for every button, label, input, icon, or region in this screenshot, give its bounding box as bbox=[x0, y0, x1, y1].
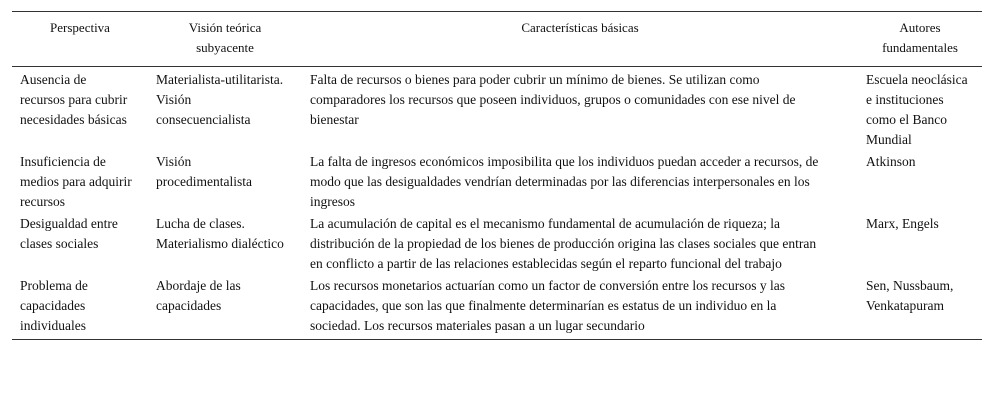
cell-caracteristicas: La falta de ingresos económicos imposibilita que los individuos puedan acceder a recursos, de modo que las desigualdades vendrían determinadas por las diferencias interpersonales en los ingresos bbox=[310, 154, 819, 209]
cell-caracteristicas: La acumulación de capital es el mecanismo fundamental de acumulación de riqueza; la distribución de la propiedad de los bienes de producción origina las clases sociales que entran en conflicto a partir de las relaciones establecidas según el reparto funcional del trabajo bbox=[310, 216, 817, 271]
cell-vision: Visión procedimentalista bbox=[156, 154, 252, 189]
cell-caracteristicas: Los recursos monetarios actuarían como un factor de conversión entre los recursos y las capacidades, que son las que finalmente determinarían es estatus de un individuo en la sociedad. Los recursos materiales pasan a un lugar secundario bbox=[310, 278, 785, 333]
cell-vision: Lucha de clases. Materialismo dialéctico bbox=[156, 216, 284, 251]
header-autores: Autores fundamentales bbox=[882, 20, 958, 55]
table-row bbox=[12, 152, 982, 214]
header-vision: Visión teórica subyacente bbox=[188, 20, 262, 55]
cell-autores: Escuela neoclásica e instituciones como el Banco Mundial bbox=[866, 72, 968, 147]
header-perspectiva: Perspectiva bbox=[50, 20, 110, 35]
cell-vision: Abordaje de las capacidades bbox=[156, 278, 241, 313]
cell-perspectiva: Insuficiencia de medios para adquirir recursos bbox=[20, 154, 132, 209]
header-caracteristicas: Características básicas bbox=[521, 20, 639, 35]
cell-vision: Materialista-utilitarista. Visión consecuencialista bbox=[156, 72, 284, 127]
cell-perspectiva: Problema de capacidades individuales bbox=[20, 278, 88, 333]
cell-autores: Marx, Engels bbox=[866, 216, 939, 231]
poverty-perspectives-table bbox=[12, 11, 982, 340]
cell-caracteristicas: Falta de recursos o bienes para poder cubrir un mínimo de bienes. Se utilizan como comparadores los recursos que poseen individuos, grupos o comunidades con ese nivel de bienestar bbox=[310, 72, 796, 127]
cell-perspectiva: Desigualdad entre clases sociales bbox=[20, 216, 118, 251]
table bbox=[12, 12, 982, 339]
cell-perspectiva: Ausencia de recursos para cubrir necesidades básicas bbox=[20, 72, 128, 127]
table-header bbox=[12, 12, 982, 67]
header-row bbox=[12, 12, 982, 67]
table-row bbox=[12, 67, 982, 153]
table-row bbox=[12, 276, 982, 339]
table-body bbox=[12, 67, 982, 340]
cell-autores: Atkinson bbox=[866, 154, 916, 169]
table-row bbox=[12, 214, 982, 276]
cell-autores: Sen, Nussbaum, Venkatapuram bbox=[866, 278, 954, 313]
